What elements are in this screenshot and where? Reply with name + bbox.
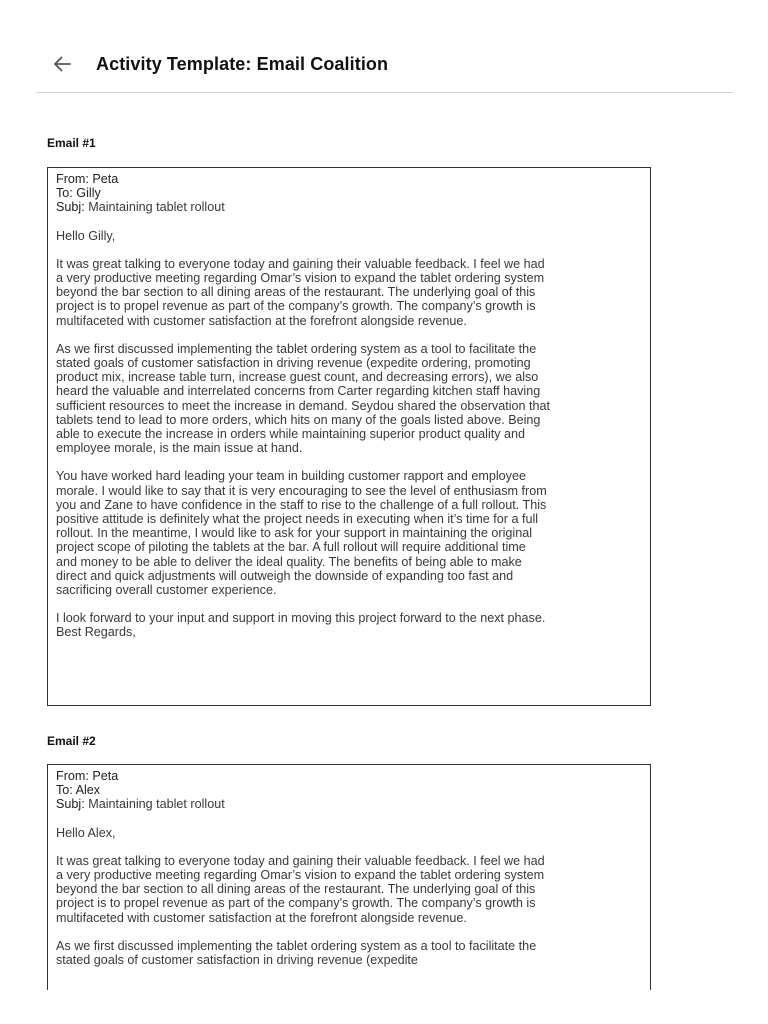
email-from: From: Peta (56, 769, 119, 783)
email-from: From: Peta (56, 172, 119, 186)
email-greeting: Hello Gilly, (56, 228, 116, 243)
email-subject: Maintaining tablet rollout (88, 797, 225, 812)
email-to: To: Gilly (56, 186, 101, 201)
email-greeting: Hello Alex, (56, 825, 116, 840)
email-subject-line (56, 200, 550, 214)
email-paragraph: It was great talking to everyone today and gaining their valuable feedback. I feel we had a very productive meeting regarding Omar’s vision to expand the tablet ordering system beyond the bar section to all dining areas of the restaurant. The underlying goal of this project is to propel revenue as part of the company’s growth. The company’s growth is multifaceted with customer satisfaction at the forefront alongside revenue. (56, 256, 545, 328)
email-subject-prefix: Subj: (56, 200, 89, 215)
email-1-body[interactable] (47, 167, 651, 706)
email-subject: Maintaining tablet rollout (88, 200, 225, 215)
email-paragraph: As we first discussed implementing the tablet ordering system as a tool to facilitate the stated goals of customer satisfaction in driving revenue (expedite ordering, promoting product mix, increase table turn, increase guest count, and decreasing errors), we also heard the valuable and interrelated concerns from Carter regarding kitchen staff having sufficient resources to meet the increase in demand. Seydou shared the observation that tablets tend to lead to more orders, which hits on many of the goals listed above. Being able to execute the increase in orders while maintaining superior product quality and employee morale, is the main issue at hand. (56, 341, 551, 456)
email-2-label: Email #2 (47, 734, 96, 748)
email-2-body[interactable] (47, 764, 651, 990)
email-paragraph: You have worked hard leading your team in building customer rapport and employee morale. I would like to say that it is very encouraging to see the level of enthusiasm from you and Zane to have confidence in the staff to rise to the challenge of a full rollout. This positive attitude is definitely what the project needs in executing when it’s time for a full rollout. In the meantime, I would like to ask for your support in maintaining the original project scope of piloting the tablets at the bar. A full rollout will require additional time and money to be able to deliver the ideal quality. The benefits of being able to make direct and quick adjustments will outweigh the downside of expanding too fast and sacrificing overall customer experience. (56, 469, 547, 598)
arrow-left-icon (50, 52, 74, 76)
email-closing: Best Regards, (56, 625, 136, 640)
email-1-label: Email #1 (47, 136, 96, 150)
email-subject-prefix: Subj: (56, 797, 89, 812)
email-paragraph: It was great talking to everyone today and gaining their valuable feedback. I feel we had a very productive meeting regarding Omar’s vision to expand the tablet ordering system beyond the bar section to all dining areas of the restaurant. The underlying goal of this project is to propel revenue as part of the company’s growth. The company’s growth is multifaceted with customer satisfaction at the forefront alongside revenue. (56, 853, 545, 925)
page-title: Activity Template: Email Coalition (96, 54, 389, 74)
app-header (36, 38, 733, 93)
email-subject-line (56, 797, 550, 811)
back-button[interactable] (50, 52, 74, 76)
email-paragraph: I look forward to your input and support in moving this project forward to the next phase. (56, 611, 546, 626)
email-paragraph: As we first discussed implementing the tablet ordering system as a tool to facilitate the stated goals of customer satisfaction in driving revenue (expedite (56, 938, 537, 968)
email-to: To: Alex (56, 783, 101, 798)
